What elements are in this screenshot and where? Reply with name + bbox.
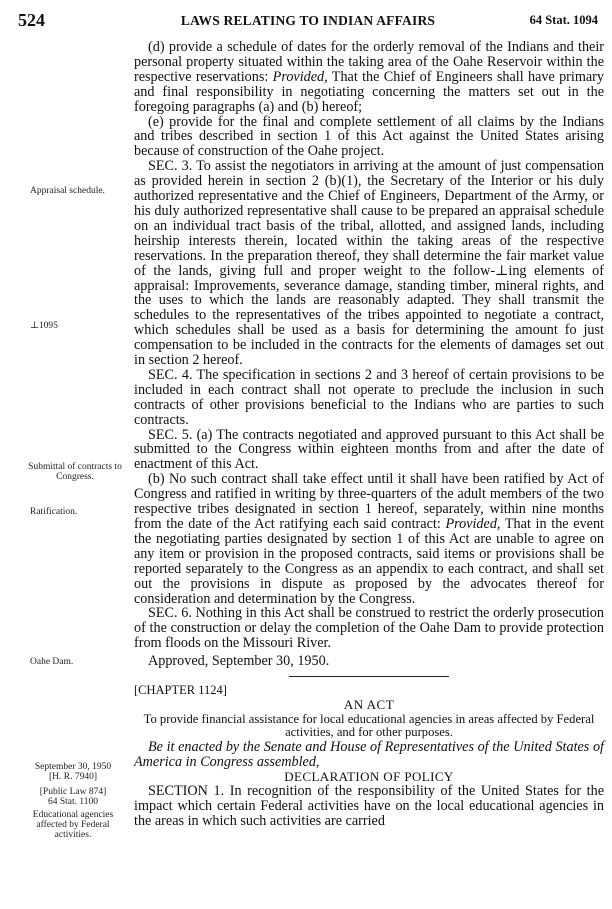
approved-line: Approved, September 30, 1950. bbox=[148, 653, 330, 670]
section-5a: SEC. 5. (a) The contracts negotiated and approved pursuant to this Act shall be submitted to the Congress within eighteen months from and after the date of enactment of this Act. bbox=[134, 426, 604, 473]
section-3: SEC. 3. To assist the negotiators in arriving at the amount of just compensation as provided herein in section 2 (b)(1), the Secretary of the Interior or his duly authorized representative and the Chief of Engineers, Department of the Army, or his duly authorized representative shall cause to be prepared an appraisal schedule on an individual tract basis of the tribal, allotted, and assigned lands, including heirship interests therein, located within the taking areas of the respective reservations. In the preparation thereof, they shall determine the fair market value of the lands, giving full and proper weight to the follow-⊥ing elements of appraisal: Improvements, severance damage, standing timber, mineral rights, and the uses to which the lands are reasonably adapted. They shall transmit the schedules to the representatives of the tribes appointed to negotiate a contract, which schedules shall be used as a basis for determining the amount fo just compensation to be included in the contracts for the elements of damages set out in section 2 hereof. bbox=[134, 158, 604, 369]
margin-note-appraisal: Appraisal schedule. bbox=[30, 186, 105, 196]
section-1: SECTION 1. In recognition of the responsibility of the United States for the impact which certain Federal activities have on the local educational agencies in the areas in which such activities are carried bbox=[134, 783, 604, 830]
margin-note-bill: [H. R. 7940] bbox=[48, 772, 98, 782]
margin-note-ratification: Ratification. bbox=[30, 507, 78, 517]
paragraph-d: (d) provide a schedule of dates for the orderly removal of the Indians and their personal property situated within the taking area of the Oahe Reservoir within the respective reservations: Provided, That the Chief of Engineers shall have primary and final responsibility in negotiating concerning the matters set out in the foregoing paragraphs (a) and (b) hereof; bbox=[134, 39, 604, 115]
margin-note-educational: Educational agencies affected by Federal activities. bbox=[32, 810, 114, 840]
paragraph-e: (e) provide for the final and complete settlement of all claims by the Indians and tribes described in section 1 of this Act against the United States arising because of construction of the Oahe project. bbox=[134, 113, 604, 160]
section-4: SEC. 4. The specification in sections 2 and 3 hereof of certain provisions to be included in each contract shall not operate to preclude the inclusion in such contracts of other provisions beneficial to the Indians who are parties to such contracts. bbox=[134, 366, 604, 428]
enacting-clause: Be it enacted by the Senate and House of Representatives of the United States of America in Congress assembled, bbox=[134, 738, 604, 770]
margin-note-submittal: Submittal of contracts to Congress. bbox=[28, 462, 122, 482]
margin-note-public-law: [Public Law 874] bbox=[39, 787, 107, 797]
main-text bbox=[134, 40, 604, 829]
margin-note-stat-1100: 64 Stat. 1100 bbox=[47, 797, 99, 807]
page-header bbox=[18, 10, 598, 32]
chapter-heading: [CHAPTER 1124] bbox=[134, 683, 227, 698]
page-number: 524 bbox=[18, 10, 45, 30]
proviso-word: Provided, bbox=[445, 516, 501, 532]
an-act-heading: AN ACT bbox=[343, 696, 395, 712]
section-6: SEC. 6. Nothing in this Act shall be construed to restrict the orderly prosecution of the construction or delay the completion of the Oahe Dam to provide protection from floods on the Missouri River. bbox=[134, 605, 604, 652]
act-purpose: To provide financial assistance for local educational agencies in areas affected by Federal activities, and for other purposes. bbox=[143, 711, 595, 740]
proviso-word: Provided, bbox=[272, 68, 328, 85]
declaration-heading: DECLARATION OF POLICY bbox=[284, 768, 454, 784]
margin-note-oahe-dam: Oahe Dam. bbox=[30, 657, 74, 667]
section-5b: (b) No such contract shall take effect until it shall have been ratified by Act of Congress and ratified in writing by three-quarters of the adult members of the two respective tribes designated in section 1 hereof, separately, within nine months from the date of the Act ratifying each said contract: Provided, That in the event the negotiating parties designated by section 1 of this Act are unable to agree on any item or provision in the proposed contracts, said items or provisions shall be reported separately to the Congress as an appendix to each contract, and shall set out the provisions in dispute as proposed by the advocates thereof for consideration and determination by the Congress. bbox=[134, 471, 604, 607]
running-title: LAWS RELATING TO INDIAN AFFAIRS bbox=[180, 13, 436, 28]
statute-citation: 64 Stat. 1094 bbox=[529, 13, 598, 27]
margin-note-page-1095: ⊥1095 bbox=[30, 321, 58, 331]
separator-rule bbox=[289, 676, 449, 677]
margin-note-date: September 30, 1950 bbox=[34, 762, 112, 772]
